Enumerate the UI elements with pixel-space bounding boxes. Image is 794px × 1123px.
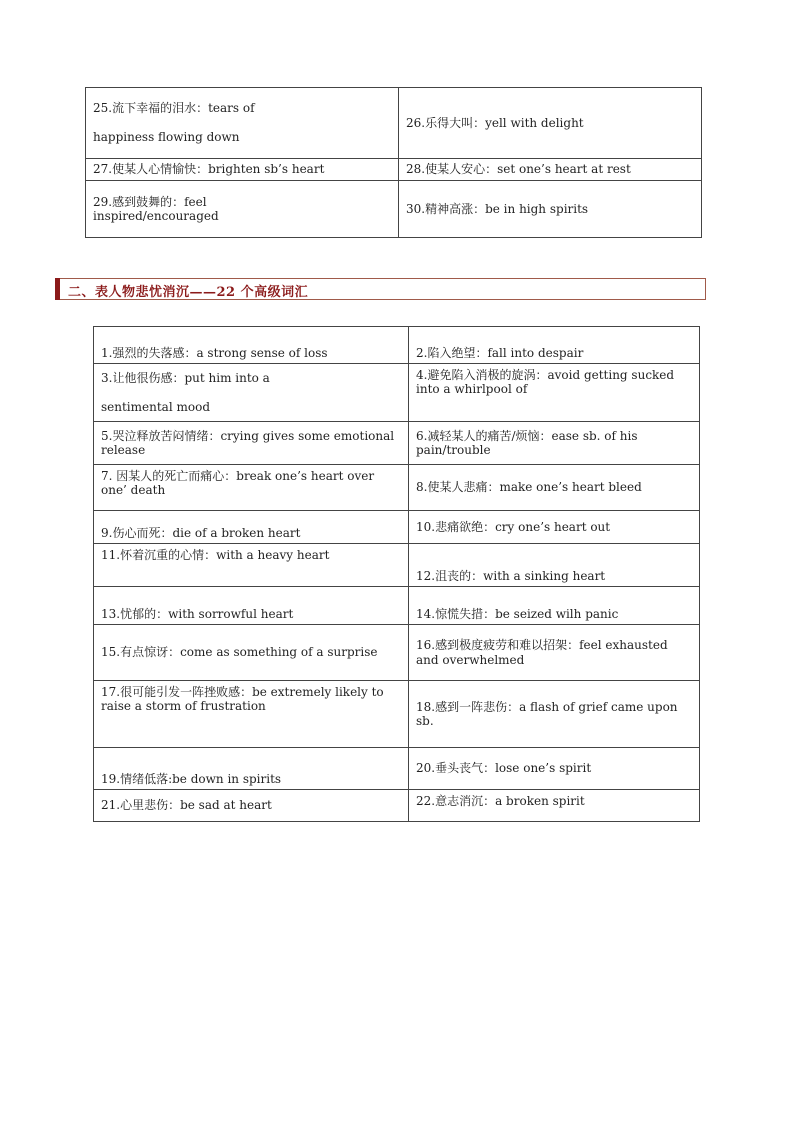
table-cell: 29.感到鼓舞的：feel inspired/encouraged (86, 181, 399, 238)
table-cell: 16.感到极度疲劳和难以招架：feel exhausted and overwhelmed (409, 625, 700, 681)
table-cell: 13.忧郁的：with sorrowful heart (94, 587, 409, 625)
table-cell: 2.陷入绝望：fall into despair (409, 327, 700, 364)
table-cell: 14.惊慌失措：be seized wilh panic (409, 587, 700, 625)
table-cell: 15.有点惊讶：come as something of a surprise (94, 625, 409, 681)
table-row (94, 748, 700, 790)
table-cell: 25.流下幸福的泪水：tears of happiness flowing down (86, 88, 399, 159)
table-cell: 5.哭泣释放苦闷情绪：crying gives some emotional release (94, 422, 409, 465)
vocab-table-sorrow (93, 326, 700, 822)
table-cell: 11.怀着沉重的心情：with a heavy heart (94, 544, 409, 587)
table-cell: 19.情绪低落:be down in spirits (94, 748, 409, 790)
table-row (94, 364, 700, 422)
table-cell: 4.避免陷入消极的旋涡：avoid getting sucked into a whirlpool of (409, 364, 700, 422)
table-row (86, 88, 702, 159)
table-cell: 10.悲痛欲绝：cry one’s heart out (409, 511, 700, 544)
table-cell: 28.使某人安心：set one’s heart at rest (399, 159, 702, 181)
section-title: 二、表人物悲忧消沉——22 个高级词汇 (68, 285, 309, 300)
table-row (94, 681, 700, 748)
table-cell: 7. 因某人的死亡而痛心：break one’s heart over one’ death (94, 465, 409, 511)
table-cell: 1.强烈的失落感：a strong sense of loss (94, 327, 409, 364)
table-cell: 27.使某人心情愉快：brighten sb’s heart (86, 159, 399, 181)
table-row (94, 422, 700, 465)
table-cell: 21.心里悲伤：be sad at heart (94, 790, 409, 822)
table-row (94, 465, 700, 511)
table-cell: 12.沮丧的：with a sinking heart (409, 544, 700, 587)
table-cell: 18.感到一阵悲伤：a flash of grief came upon sb. (409, 681, 700, 748)
table-row (94, 625, 700, 681)
table-cell: 26.乐得大叫：yell with delight (399, 88, 702, 159)
table-row (94, 511, 700, 544)
table-cell: 9.伤心而死：die of a broken heart (94, 511, 409, 544)
table-row (94, 587, 700, 625)
section-header-bar (55, 278, 60, 300)
table-cell: 3.让他很伤感：put him into a sentimental mood (94, 364, 409, 422)
vocab-table-joy (85, 87, 702, 238)
table-row (86, 159, 702, 181)
table-cell: 22.意志消沉：a broken spirit (409, 790, 700, 822)
table-cell: 17.很可能引发一阵挫败感：be extremely likely to raise a storm of frustration (94, 681, 409, 748)
table-cell: 30.精神高涨：be in high spirits (399, 181, 702, 238)
table-cell: 8.使某人悲痛：make one’s heart bleed (409, 465, 700, 511)
table-cell: 6.减轻某人的痛苦/烦恼：ease sb. of his pain/trouble (409, 422, 700, 465)
table-cell: 20.垂头丧气：lose one’s spirit (409, 748, 700, 790)
section-header (55, 278, 706, 300)
table-row (86, 181, 702, 238)
table-row (94, 327, 700, 364)
table-row (94, 790, 700, 822)
table-row (94, 544, 700, 587)
